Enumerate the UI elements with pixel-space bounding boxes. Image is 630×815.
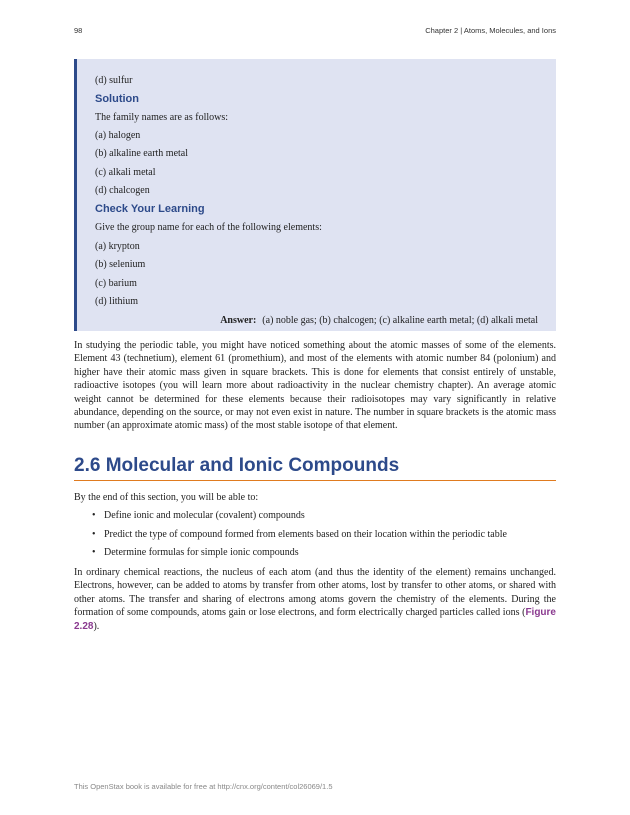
objectives-intro: By the end of this section, you will be able to: — [74, 492, 259, 503]
bullet-icon: • — [92, 547, 96, 558]
objective-text: Predict the type of compound formed from elements based on their location within the periodic table — [104, 529, 507, 540]
footer-text: This OpenStax book is available for free at http://cnx.org/content/col26069/1.5 — [74, 782, 333, 791]
ions-paragraph-text: In ordinary chemical reactions, the nucleus of each atom (and thus the identity of the element) remains unchanged. Electrons, however, can be added to atoms by transfer from other atoms, lost by transfer to other atoms, or shared with other atoms. The transfer and sharing of electrons among atoms govern the chemistry of the elements. During the formation of some compounds, atoms gain or lose electrons, and form electrically charged particles called ions ( — [74, 567, 556, 619]
solution-item: (d) chalcogen — [95, 185, 150, 196]
ions-paragraph — [74, 566, 556, 633]
objective-text: Determine formulas for simple ionic compounds — [104, 547, 299, 558]
figure-link[interactable]: Figure 2.28 — [74, 607, 556, 632]
objective-item — [92, 547, 299, 558]
check-your-learning-heading: Check Your Learning — [95, 203, 205, 215]
bullet-icon: • — [92, 510, 96, 521]
solution-heading: Solution — [95, 93, 139, 105]
objective-item — [92, 529, 507, 540]
solution-intro: The family names are as follows: — [95, 112, 229, 123]
check-item: (b) selenium — [95, 259, 146, 270]
example-item-d: (d) sulfur — [95, 75, 133, 86]
check-item: (c) barium — [95, 278, 137, 289]
solution-item: (a) halogen — [95, 130, 141, 141]
page-number: 98 — [74, 26, 83, 35]
objective-text: Define ionic and molecular (covalent) compounds — [104, 510, 305, 521]
answer-label: Answer: — [220, 315, 257, 326]
example-box — [74, 59, 556, 331]
objective-item — [92, 510, 305, 521]
check-intro: Give the group name for each of the following elements: — [95, 222, 322, 233]
solution-item: (c) alkali metal — [95, 167, 156, 178]
ions-paragraph-end: ). — [93, 620, 100, 632]
chapter-header: Chapter 2 | Atoms, Molecules, and Ions — [425, 26, 556, 35]
section-title: 2.6 Molecular and Ionic Compounds — [74, 455, 400, 476]
answer-text: (a) noble gas; (b) chalcogen; (c) alkaline earth metal; (d) alkali metal — [262, 315, 538, 326]
bullet-icon: • — [92, 529, 96, 540]
answer-line — [220, 315, 538, 326]
solution-item: (b) alkaline earth metal — [95, 148, 189, 159]
section-divider — [74, 480, 556, 481]
check-item: (d) lithium — [95, 296, 139, 307]
check-item: (a) krypton — [95, 241, 140, 252]
body-paragraph: In studying the periodic table, you might have noticed something about the atomic masses of some of the elements. Element 43 (technetium), element 61 (promethium), and most of the elements with atomic number 84 (polonium) and higher have their atomic mass given in square brackets. This is done for elements that consist entirely of unstable, radioactive isotopes (you will learn more about radioactivity in the nuclear chemistry chapter). An average atomic weight cannot be determined for these elements because their radioisotopes may vary significantly in relative abundance, depending on the source, or may not even exist in nature. The number in square brackets is the atomic mass number (an approximate atomic mass) of the most stable isotope of that element. — [74, 340, 556, 432]
